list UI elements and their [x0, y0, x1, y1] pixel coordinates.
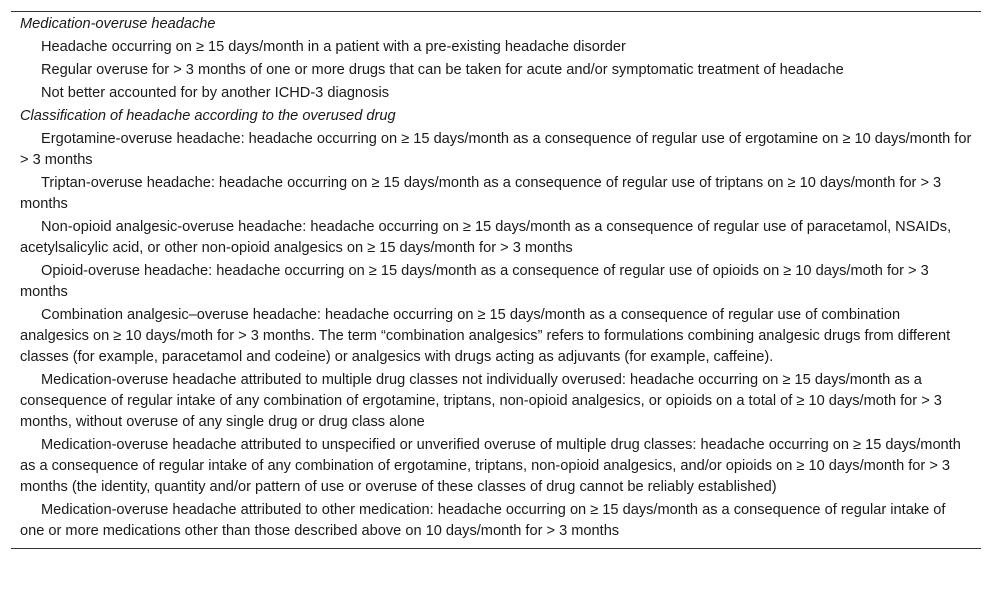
classification-multiple-classes: Medication-overuse headache attributed to multiple drug classes not individually overused: headache occurring on ≥ 15 days/month as a consequence of regular intake of any combination of ergotamine, triptans, non-opioid analgesics, or opioids on a total of ≥ 10 days/moth for > 3 months, without overuse of any single drug or drug class alone — [20, 372, 942, 430]
section-heading-diagnostic-criteria: Medication-overuse headache — [20, 16, 216, 32]
classification-ergotamine: Ergotamine-overuse headache: headache occurring on ≥ 15 days/month as a consequence of regular use of ergotamine on ≥ 10 days/month for > 3 months — [20, 131, 972, 168]
classification-combination-analgesic: Combination analgesic–overuse headache: headache occurring on ≥ 15 days/month as a consequence of regular use of combination analgesics on ≥ 10 days/moth for > 3 months. The term “combination analgesics” refers to formulations combining analgesic drugs from different classes (for example, paracetamol and codeine) or analgesics with drugs acting as adjuvants (for example, caffeine). — [20, 307, 951, 365]
classification-other-medication: Medication-overuse headache attributed to other medication: headache occurring on ≥ 15 days/month as a consequence of regular intake of one or more medications other than those described above on 10 days/month for > 3 months — [20, 502, 946, 539]
criteria-table — [11, 11, 981, 549]
criterion-frequency: Headache occurring on ≥ 15 days/month in a patient with a pre-existing headache disorder — [41, 39, 626, 55]
classification-non-opioid-analgesic: Non-opioid analgesic-overuse headache: headache occurring on ≥ 15 days/month as a consequence of regular use of paracetamol, NSAIDs, acetylsalicylic acid, or other non-opioid analgesics on ≥ 15 days/month for > 3 months — [20, 219, 952, 256]
classification-unspecified-multiple: Medication-overuse headache attributed to unspecified or unverified overuse of multiple drug classes: headache occurring on ≥ 15 days/month as a consequence of regular intake of any combination of ergotamine, triptans, non-opioid analgesics, and/or opioids on ≥ 10 days/month for > 3 months (the identity, quantity and/or pattern of use or overuse of these classes of drug cannot be reliably established) — [20, 437, 961, 495]
classification-opioid: Opioid-overuse headache: headache occurring on ≥ 15 days/month as a consequence of regular use of opioids on ≥ 10 days/moth for > 3 months — [20, 263, 929, 300]
section-heading-classification: Classification of headache according to the overused drug — [20, 108, 396, 124]
criterion-not-better-accounted: Not better accounted for by another ICHD-3 diagnosis — [41, 85, 390, 101]
criterion-regular-overuse: Regular overuse for > 3 months of one or more drugs that can be taken for acute and/or symptomatic treatment of headache — [41, 62, 844, 78]
classification-triptan: Triptan-overuse headache: headache occurring on ≥ 15 days/month as a consequence of regular use of triptans on ≥ 10 days/month for > 3 months — [20, 175, 942, 212]
